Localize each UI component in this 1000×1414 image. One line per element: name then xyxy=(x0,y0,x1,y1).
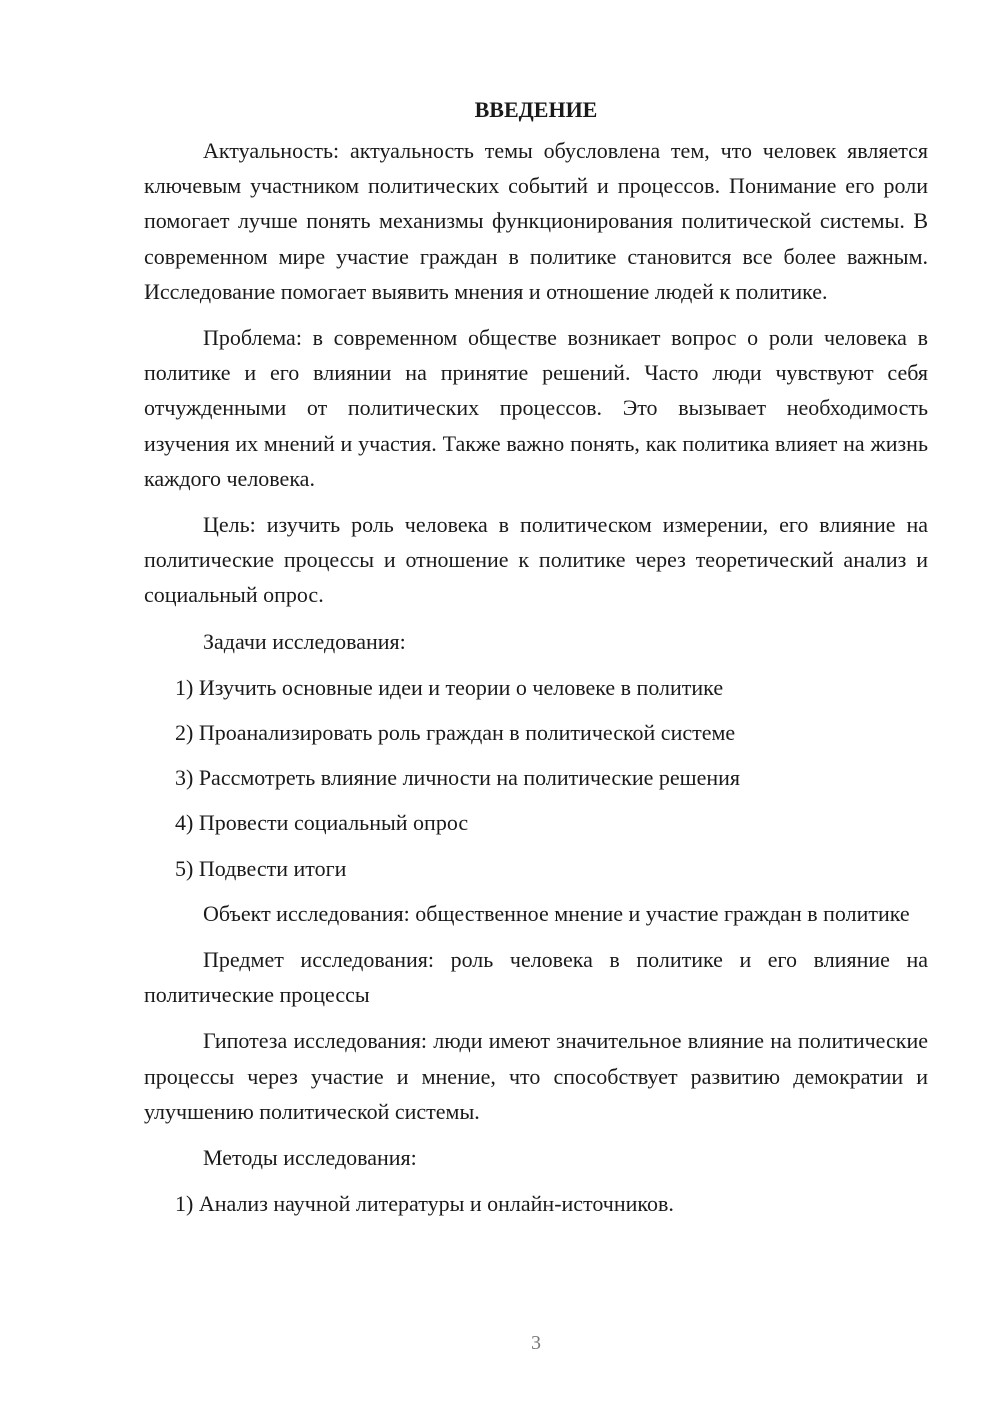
document-page xyxy=(144,92,928,1231)
list-item: 4) Провести социальный опрос xyxy=(175,810,469,836)
tasks-list xyxy=(144,670,928,886)
list-item: 1) Анализ научной литературы и онлайн-источников. xyxy=(175,1191,674,1217)
methods-title: Методы исследования: xyxy=(203,1145,417,1171)
goal-paragraph: Цель: изучить роль человека в политическом измерении, его влияние на политические процессы и отношение к политике через теоретический анализ и социальный опрос. xyxy=(144,512,928,608)
list-item: 3) Рассмотреть влияние личности на политические решения xyxy=(175,765,741,791)
methods-list xyxy=(144,1186,928,1221)
hypothesis-paragraph: Гипотеза исследования: люди имеют значительное влияние на политические процессы через участие и мнение, что способствует развитию демократии и улучшению политической системы. xyxy=(144,1028,928,1124)
page-number: 3 xyxy=(531,1332,541,1354)
object-paragraph: Объект исследования: общественное мнение и участие граждан в политике xyxy=(203,900,910,926)
problem-paragraph: Проблема: в современном обществе возникает вопрос о роли человека в политике и его влиянии на принятие решений. Часто люди чувствуют себя отчужденными от политических процессов. Это вызывает необходимость изучения их мнений и участия. Также важно понять, как политика влияет на жизнь каждого человека. xyxy=(144,325,928,491)
section-heading: ВВЕДЕНИЕ xyxy=(474,97,598,122)
list-item: 5) Подвести итоги xyxy=(175,855,347,881)
subject-paragraph: Предмет исследования: роль человека в политике и его влияние на политические процессы xyxy=(144,947,928,1008)
list-item: 2) Проанализировать роль граждан в политической системе xyxy=(175,720,736,746)
relevance-paragraph: Актуальность: актуальность темы обусловлена тем, что человек является ключевым участником политических событий и процессов. Понимание его роли помогает лучше понять механизмы функционирования политической системы. В современном мире участие граждан в политике становится все более важным. Исследование помогает выявить мнения и отношение людей к политике. xyxy=(144,138,928,304)
tasks-title: Задачи исследования: xyxy=(203,628,406,654)
list-item: 1) Изучить основные идеи и теории о человеке в политике xyxy=(175,674,724,700)
